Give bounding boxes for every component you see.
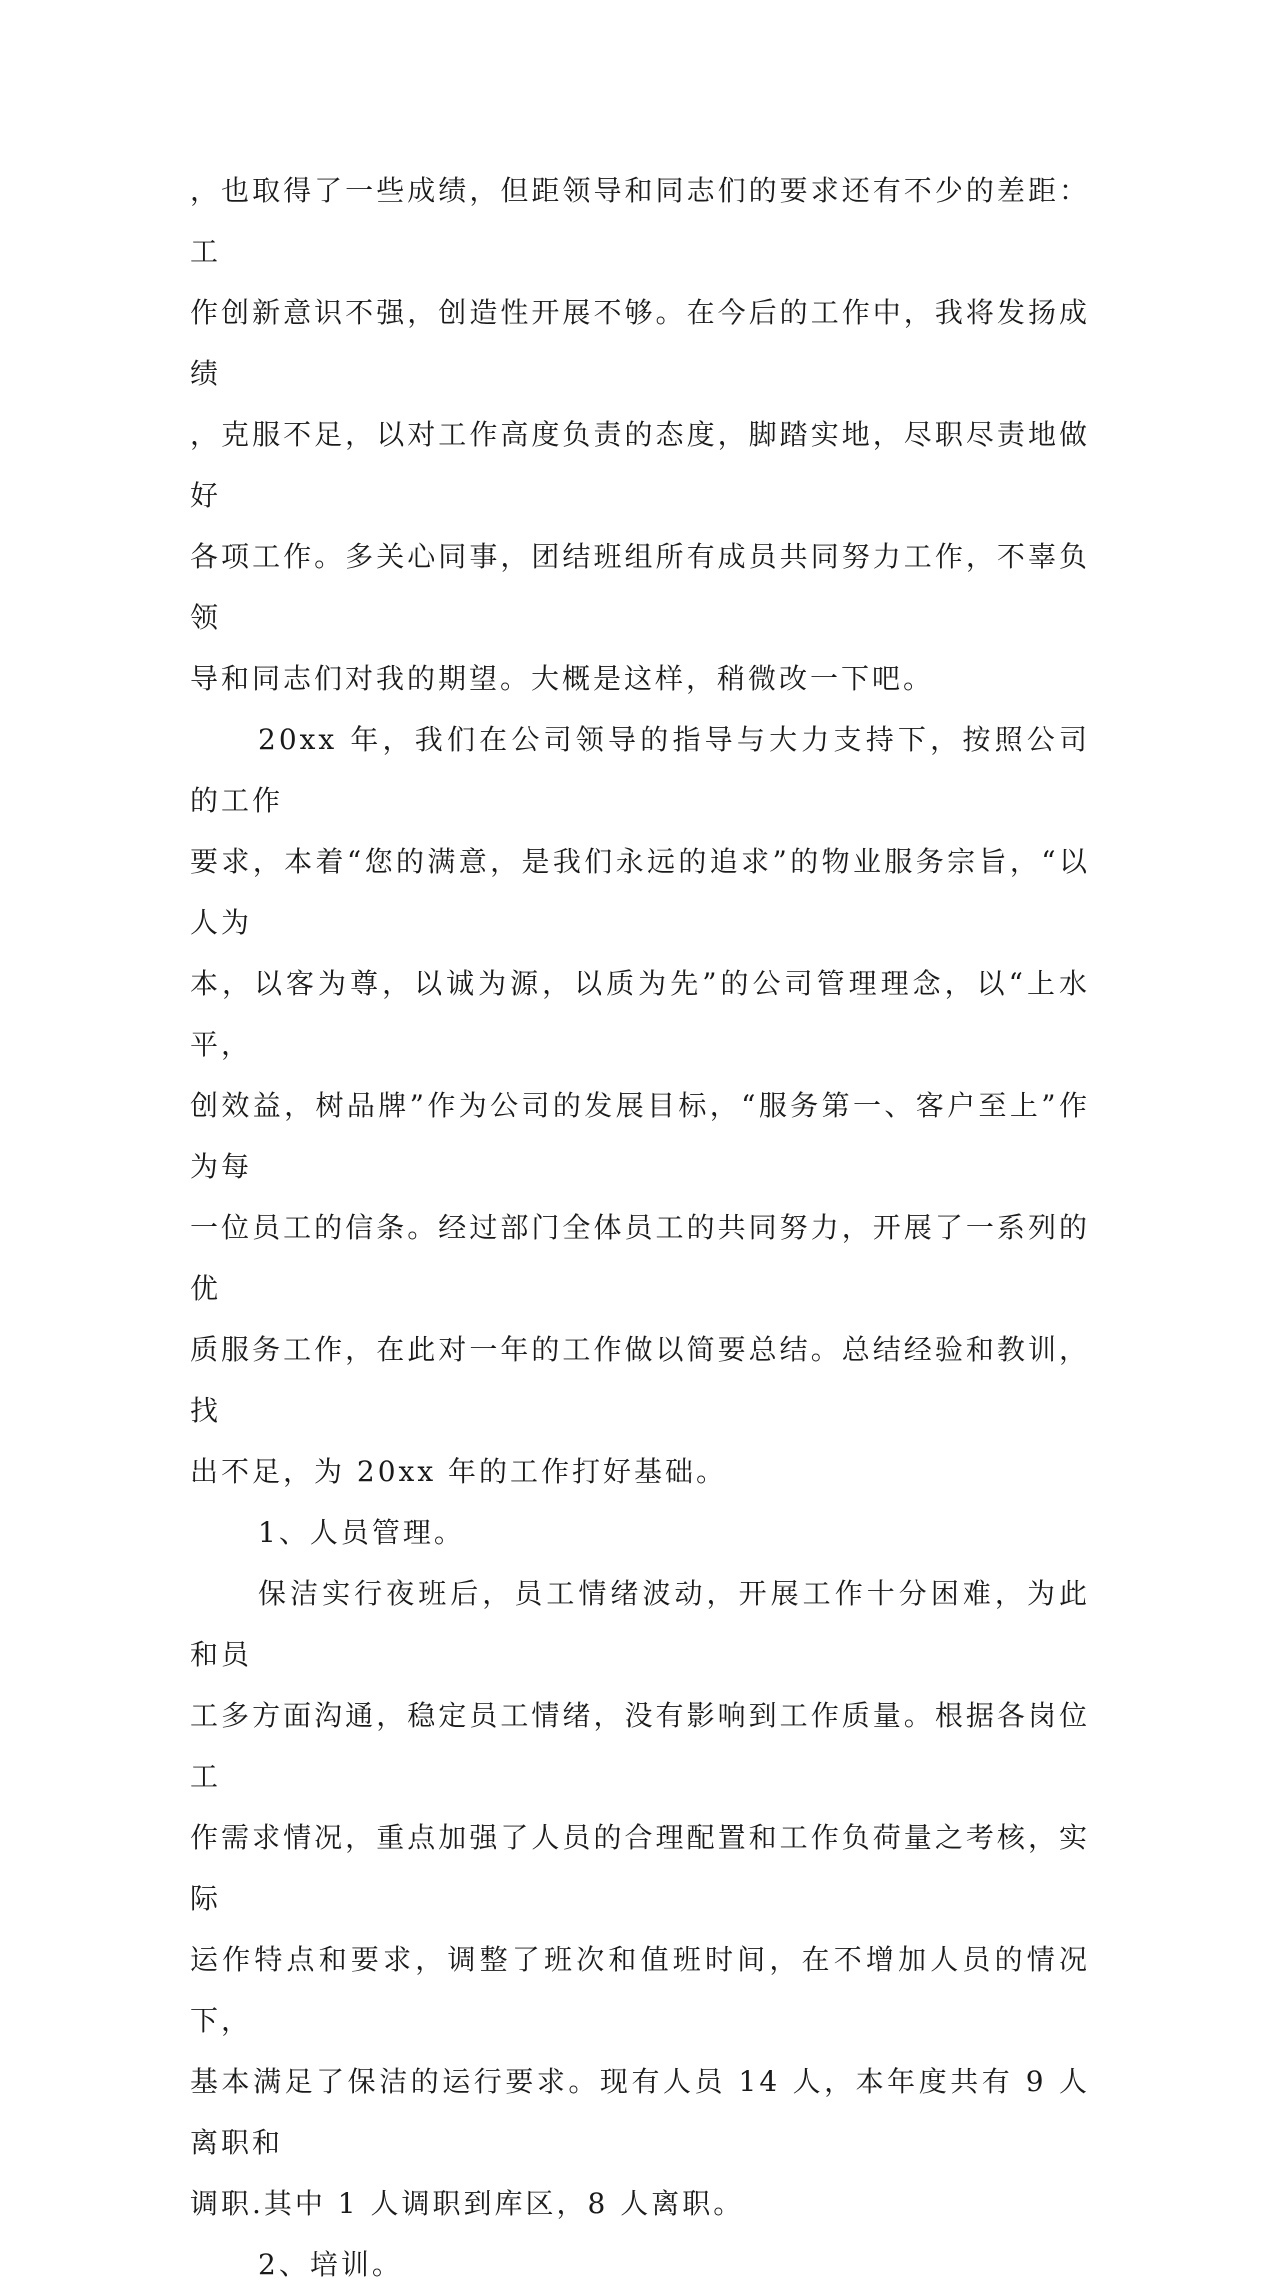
document-body: [190, 160, 1090, 2295]
text-line: 导和同志们对我的期望。大概是这样，稍微改一下吧。: [190, 662, 935, 695]
paragraph-2: [190, 709, 1090, 1502]
text-line: 出不足，为 20xx 年的工作打好基础。: [190, 1455, 728, 1488]
text-line: 一位员工的信条。经过部门全体员工的共同努力，开展了一系列的优: [190, 1211, 1090, 1305]
text-line: 要求，本着“您的满意，是我们永远的追求”的物业服务宗旨，“以人为: [190, 845, 1090, 939]
text-line: 创效益，树品牌”作为公司的发展目标，“服务第一、客户至上”作为每: [190, 1089, 1090, 1183]
text-line: 运作特点和要求，调整了班次和值班时间，在不增加人员的情况下，: [190, 1943, 1090, 2037]
section-heading-personnel: [190, 1502, 1090, 1563]
text-line: 20xx 年，我们在公司领导的指导与大力支持下，按照公司的工作: [190, 723, 1090, 817]
text-line: ，克服不足，以对工作高度负责的态度，脚踏实地，尽职尽责地做好: [190, 418, 1090, 512]
text-line: 作创新意识不强，创造性开展不够。在今后的工作中，我将发扬成绩: [190, 296, 1090, 390]
text-line: 工多方面沟通，稳定员工情绪，没有影响到工作质量。根据各岗位工: [190, 1699, 1090, 1793]
text-line: 2、培训。: [258, 2248, 403, 2281]
text-line: 1、人员管理。: [258, 1516, 465, 1549]
text-line: 质服务工作，在此对一年的工作做以简要总结。总结经验和教训，找: [190, 1333, 1090, 1427]
text-line: ，也取得了一些成绩，但距领导和同志们的要求还有不少的差距：工: [190, 174, 1090, 268]
text-line: 调职.其中 1 人调职到库区，8 人离职。: [190, 2187, 745, 2220]
text-line: 各项工作。多关心同事，团结班组所有成员共同努力工作，不辜负领: [190, 540, 1090, 634]
text-line: 基本满足了保洁的运行要求。现有人员 14 人，本年度共有 9 人离职和: [190, 2065, 1090, 2159]
section-heading-training: [190, 2234, 1090, 2295]
paragraph-1: [190, 160, 1090, 709]
text-line: 本，以客为尊，以诚为源，以质为先”的公司管理理念，以“上水平，: [190, 967, 1090, 1061]
text-line: 作需求情况，重点加强了人员的合理配置和工作负荷量之考核，实际: [190, 1821, 1090, 1915]
text-line: 保洁实行夜班后，员工情绪波动，开展工作十分困难，为此和员: [190, 1577, 1090, 1671]
paragraph-3: [190, 1563, 1090, 2234]
